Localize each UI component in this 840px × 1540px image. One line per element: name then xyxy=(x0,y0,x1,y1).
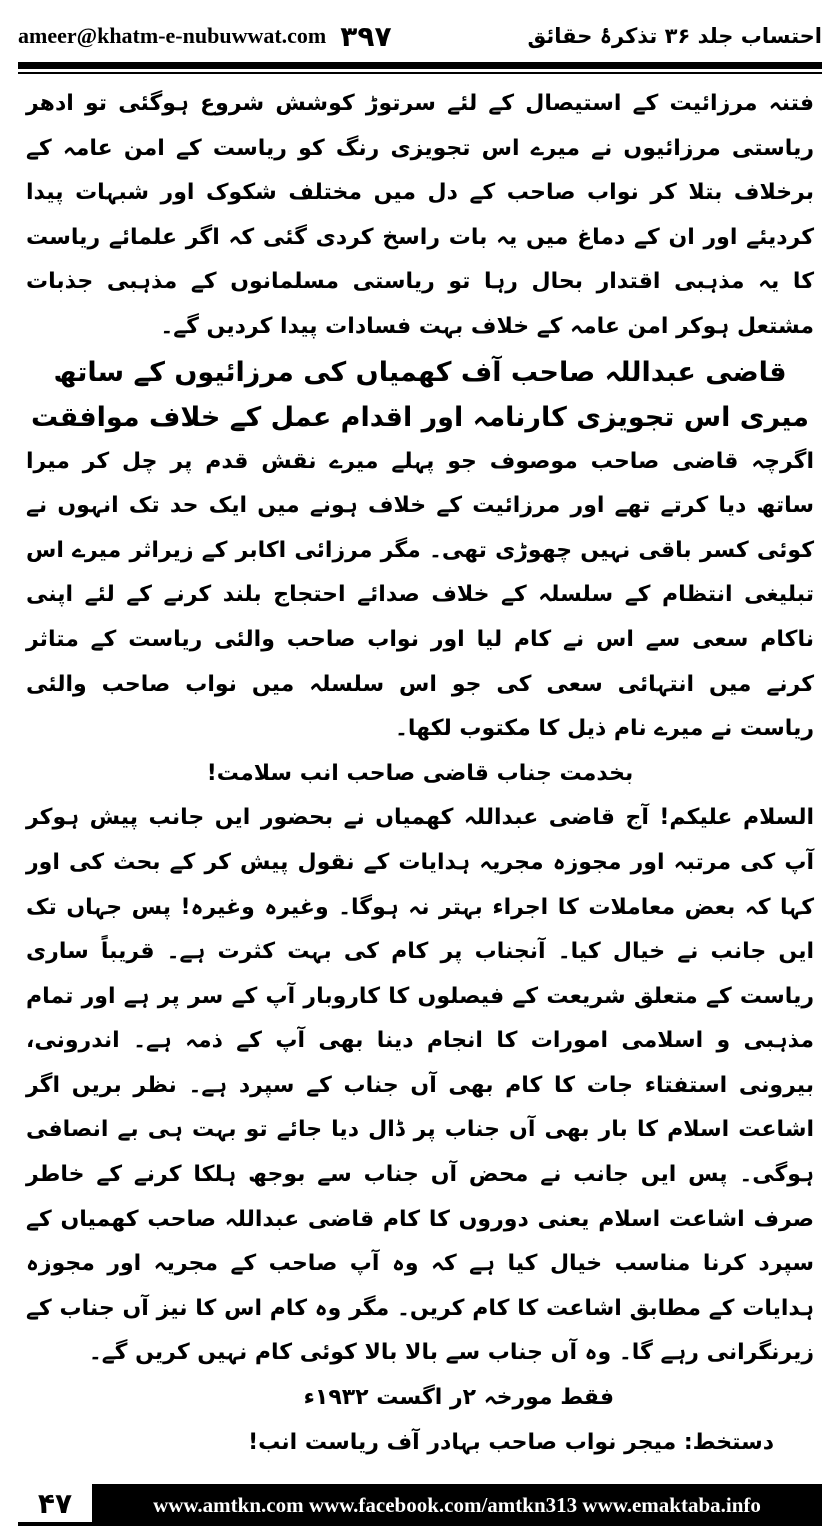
page-footer xyxy=(18,1484,822,1526)
letter-body: السلام علیکم! آج قاضی عبداللہ کھمیاں نے بحضور ایں جانب پیش ہوکر آپ کی مرتبہ اور مجوزہ مجریہ ہدایات کے نقول پیش کر کے بحث کی اور کہا کہ بعض معاملات کا اجراء بہتر نہ ہوگا۔ وغیرہ وغیرہ! پس جہاں تک ایں جانب نے خیال کیا۔ آنجناب پر کام کی بہت کثرت ہے۔ قریباً ساری ریاست کے متعلق شریعت کے فیصلوں کا کاروبار آپ کے سر پر ہے اور تمام مذہبی و اسلامی امورات کا انجام دینا بھی آپ کے ذمہ ہے۔ اندرونی، بیرونی استفتاء جات کا کام بھی آں جناب کے سپرد ہے۔ نظر بریں اگر اشاعت اسلام کا بار بھی آں جناب پر ڈال دیا جائے تو بہت ہی بے انصافی ہوگی۔ پس ایں جانب نے محض آں جناب سے بوجھ ہلکا کرنے کے خاطر صرف اشاعت اسلام یعنی دوروں کا کام قاضی عبداللہ صاحب کھمیاں کے سپرد کرنا مناسب خیال کیا ہے کہ وہ آپ صاحب کے مجریہ اور مجوزہ ہدایات کے مطابق اشاعت کا کام کریں۔ مگر وہ کام اس کا نیز آں جناب کے زیرنگرانی رہے گا۔ وہ آں جناب سے بالا بالا کوئی کام نہیں کریں گے۔ xyxy=(26,805,814,1366)
header-left xyxy=(18,20,392,53)
letter-salutation: بخدمت جناب قاضی صاحب انب سلامت! xyxy=(206,760,634,786)
section-heading-line-2: میری اس تجویزی کارنامہ اور اقدام عمل کے خلاف موافقت xyxy=(30,401,810,433)
header-rule-thin xyxy=(18,72,822,74)
page-content xyxy=(26,82,814,1456)
header-rule-thick xyxy=(18,62,822,69)
header-email[interactable]: ameer@khatm-e-nubuwwat.com xyxy=(18,23,327,48)
paragraph-intro: فتنہ مرزائیت کے استیصال کے لئے سرتوڑ کوشش شروع ہوگئی تو ادھر ریاستی مرزائیوں نے میرے اس تجویزی رنگ کو ریاست کے امن عامہ کے برخلاف بتلا کر نواب صاحب کے دل میں مختلف شکوک اور شبہات پیدا کردیئے اور ان کے دماغ میں یہ بات راسخ کردی گئی کہ اگر علمائے ریاست کا یہ مذہبی اقتدار بحال رہا تو ریاستی مسلمانوں کے مذہبی جذبات مشتعل ہوکر امن عامہ کے خلاف بہت فسادات پیدا کردیں گے۔ xyxy=(26,91,814,339)
footer-links[interactable]: www.amtkn.com www.facebook.com/amtkn313 www.emaktaba.info xyxy=(92,1484,822,1526)
section-heading-line-1: قاضی عبداللہ صاحب آف کھمیاں کی مرزائیوں کے ساتھ xyxy=(53,356,787,388)
footer-section-number: ۴۷ xyxy=(18,1484,92,1526)
page-number: ۳۹۷ xyxy=(340,19,392,53)
letter-signature: دستخط: میجر نواب صاحب بہادر آف ریاست انب! xyxy=(248,1429,774,1455)
page-header xyxy=(18,14,822,58)
paragraph-main: اگرچہ قاضی صاحب موصوف جو پہلے میرے نقش قدم پر چل کر میرا ساتھ دیا کرتے تھے اور مرزائیت کے خلاف ہونے میں ایک حد تک انہوں نے کوئی کسر باقی نہیں چھوڑی تھی۔ مگر مرزائی اکابر کے زیراثر میرے اس تبلیغی انتظام کے سلسلہ کے خلاف صدائے احتجاج بلند کرنے کے لئے اپنی ناکام سعی سے اس نے کام لیا اور نواب صاحب والئی ریاست کے متاثر کرنے میں انتہائی سعی کی جو اس سلسلہ میں نواب صاحب والئی ریاست نے میرے نام ذیل کا مکتوب لکھا۔ xyxy=(26,448,814,742)
letter-date: فقط مورخہ ۲ر اگست ۱۹۳۲ء xyxy=(303,1385,614,1411)
book-title: احتساب جلد ۳۶ تذکرۂ حقائق xyxy=(527,24,822,48)
